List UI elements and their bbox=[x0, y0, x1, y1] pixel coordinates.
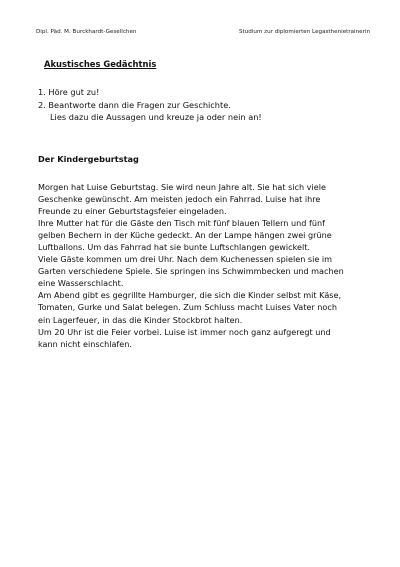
story-line: Garten verschiedene Spiele. Sie springen ins Schwimmbecken und machen bbox=[38, 266, 344, 277]
worksheet-title: Akustisches Gedächtnis bbox=[44, 59, 157, 69]
story-line: Um 20 Uhr ist die Feier vorbei. Luise ist immer noch ganz aufgeregt und bbox=[38, 326, 331, 337]
story-line: Geschenke gewünscht. Am meisten jedoch ein Fahrrad. Luise hat ihre bbox=[38, 194, 321, 205]
story-title: Der Kindergeburtstag bbox=[38, 154, 139, 164]
instruction-item: Lies dazu die Aussagen und kreuze ja oder nein an! bbox=[50, 112, 262, 123]
story-text bbox=[38, 181, 368, 350]
header-author: Dipl. Päd. M. Burckhardt-Gesellchen bbox=[36, 29, 137, 35]
story-line: ein Lagerfeuer, in das die Kinder Stockbrot halten. bbox=[38, 314, 243, 325]
story-line: Morgen hat Luise Geburtstag. Sie wird neun Jahre alt. Sie hat sich viele bbox=[38, 182, 326, 192]
story-line: eine Wasserschlacht. bbox=[38, 278, 124, 289]
instruction-item: 1. Höre gut zu! bbox=[38, 87, 100, 97]
story-line: kann nicht einschlafen. bbox=[38, 338, 132, 349]
page-header bbox=[36, 29, 370, 35]
story-line: Viele Gäste kommen um drei Uhr. Nach dem Kuchenessen spielen sie im bbox=[38, 254, 333, 265]
instruction-list bbox=[38, 86, 262, 124]
story-line: Freunde zu einer Geburtstagsfeier eingeladen. bbox=[38, 206, 227, 217]
header-course: Studium zur diplomierten Legasthenietrainerin bbox=[239, 29, 370, 35]
story-line: Ihre Mutter hat für die Gäste den Tisch mit fünf blauen Tellern und fünf bbox=[38, 218, 325, 229]
instruction-item: 2. Beantworte dann die Fragen zur Geschichte. bbox=[38, 99, 231, 110]
story-line: Am Abend gibt es gegrillte Hamburger, die sich die Kinder selbst mit Käse, bbox=[38, 290, 342, 301]
story-line: Tomaten, Gurke und Salat belegen. Zum Schluss macht Luises Vater noch bbox=[38, 302, 337, 313]
story-line: gelben Bechern in der Küche gedeckt. An der Lampe hängen zwei grüne bbox=[38, 230, 332, 241]
story-line: Luftballons. Um das Fahrrad hat sie bunte Luftschlangen gewickelt. bbox=[38, 242, 310, 253]
